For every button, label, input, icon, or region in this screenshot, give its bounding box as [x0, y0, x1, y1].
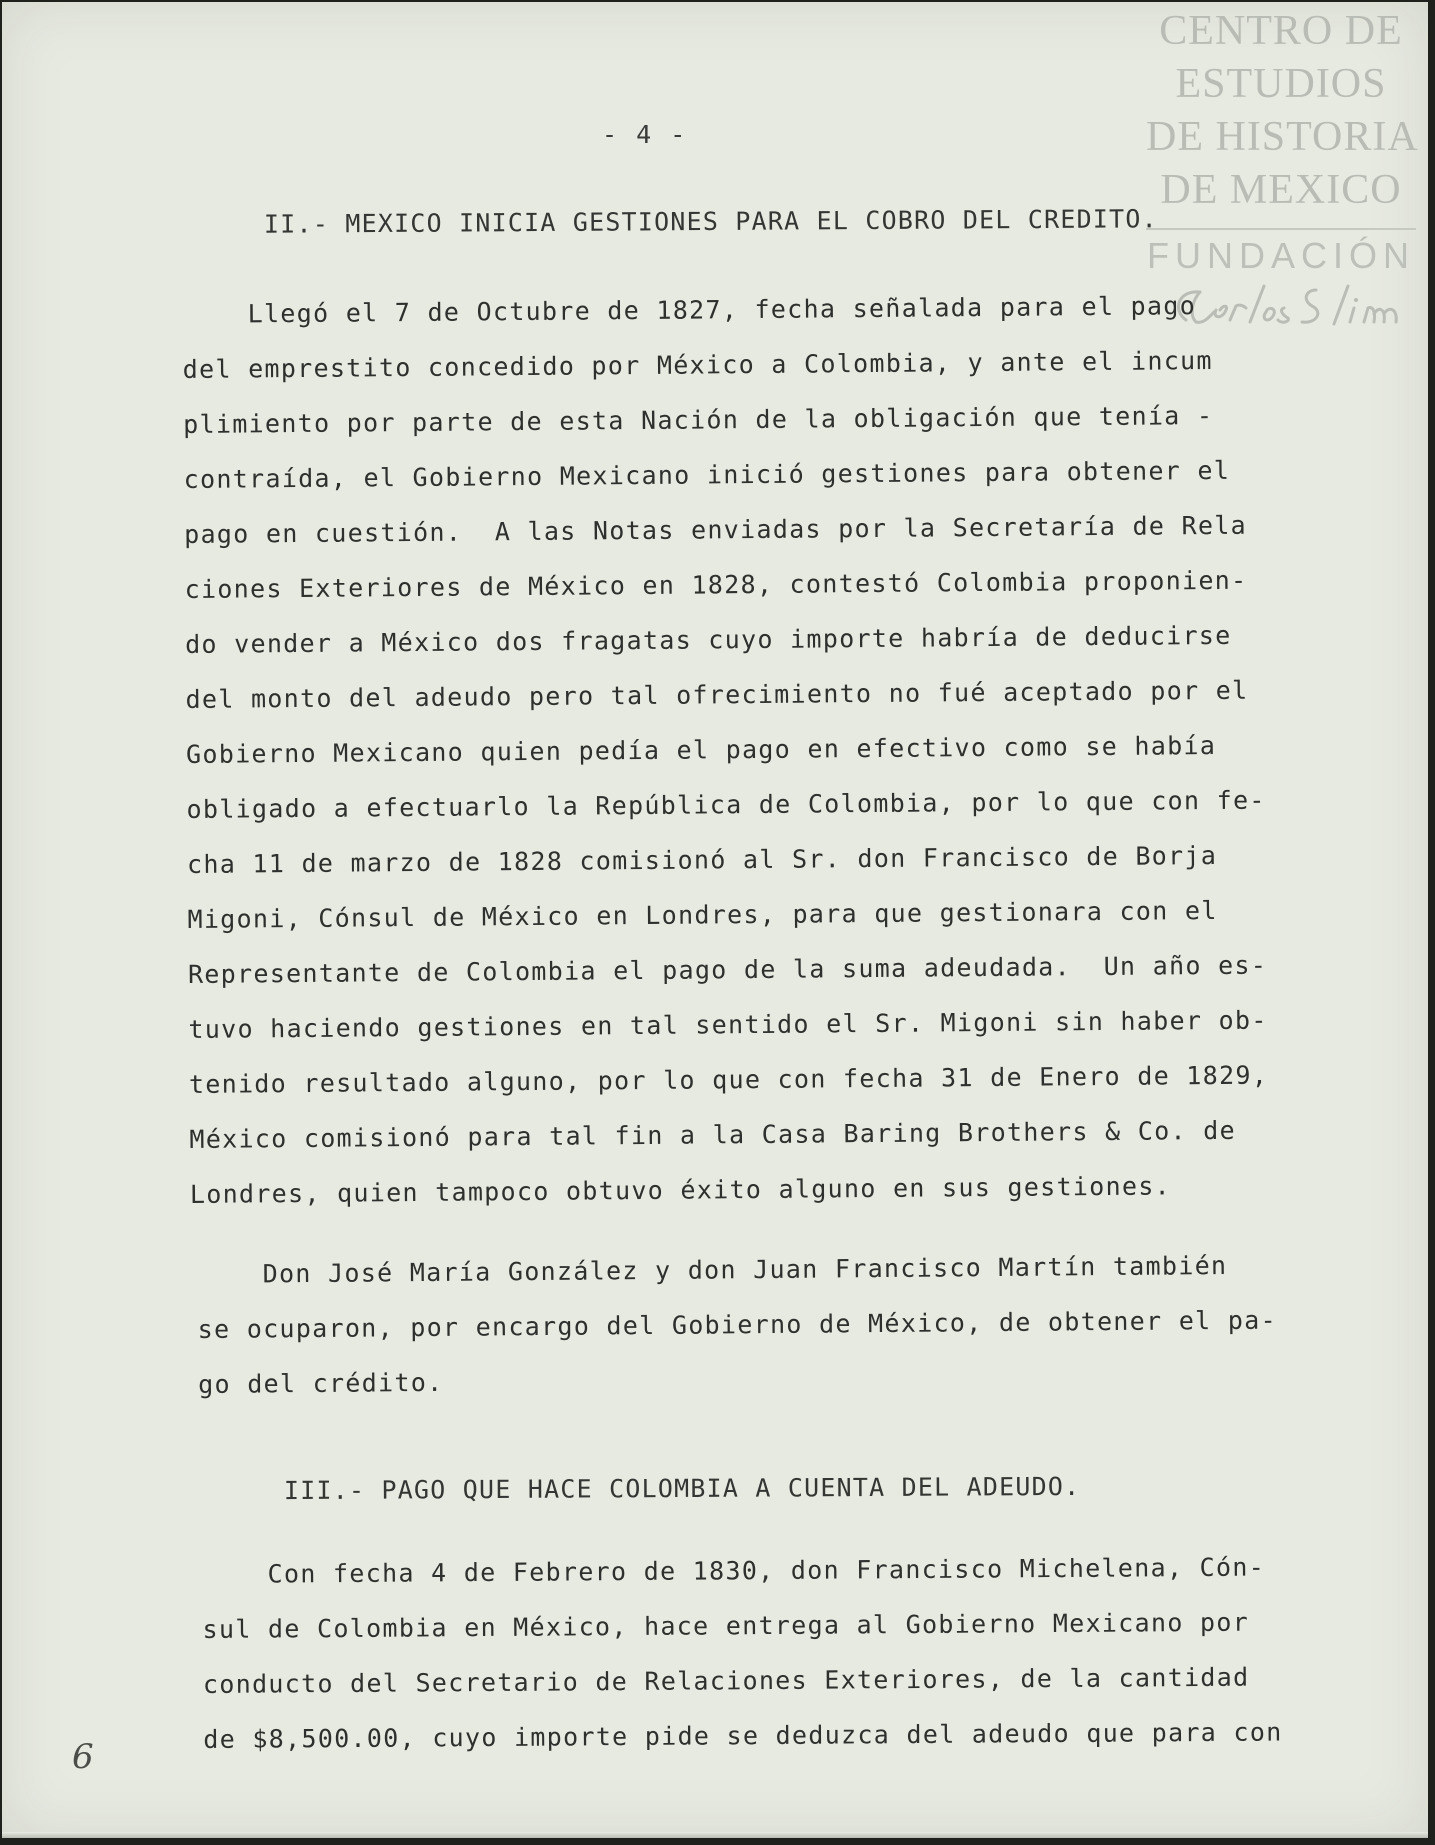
text-line: Migoni, Cónsul de México en Londres, para que gestionara con el: [187, 895, 1218, 934]
page-number: - 4 -: [602, 120, 688, 149]
watermark-line-3: DE HISTORIA: [1146, 114, 1419, 160]
text-line: go del crédito.: [198, 1367, 444, 1399]
text-line: do vender a México dos fragatas cuyo importe habría de deducirse: [184, 620, 1232, 659]
text-line: Llegó el 7 de Octubre de 1827, fecha señalada para el pago: [182, 291, 1197, 329]
section-ii-paragraph-1: [182, 278, 1269, 1222]
text-line: cha 11 de marzo de 1828 comisionó al Sr. don Francisco de Borja: [186, 840, 1218, 879]
watermark-foundation: FUNDACIÓN: [1147, 235, 1415, 276]
text-line: obligado a efectuarlo la República de Colombia, por lo que con fe-: [186, 785, 1266, 824]
text-line: contraída, el Gobierno Mexicano inició gestiones para obtener el: [183, 455, 1231, 494]
section-ii-paragraph-2: [197, 1238, 1278, 1412]
text-line: conducto del Secretario de Relaciones Exteriores, de la cantidad: [202, 1662, 1250, 1699]
text-line: Don José María González y don Juan Francisco Martín también: [197, 1251, 1228, 1289]
text-line: del emprestito concedido por México a Colombia, y ante el incum: [182, 346, 1213, 384]
text-line: sul de Colombia en México, hace entrega al Gobierno Mexicano por: [202, 1607, 1250, 1644]
watermark-divider: [1146, 228, 1416, 230]
text-line: ciones Exteriores de México en 1828, contestó Colombia proponien-: [184, 565, 1248, 604]
text-line: Representante de Colombia el pago de la suma adeudada. Un año es-: [187, 950, 1268, 989]
watermark-line-2: ESTUDIOS: [1175, 61, 1387, 107]
text-line: de $8,500.00, cuyo importe pide se deduzca del adeudo que para con: [203, 1717, 1283, 1754]
watermark-line-4: DE MEXICO: [1160, 167, 1402, 213]
text-line: plimiento por parte de esta Nación de la obligación que tenía -: [183, 401, 1214, 439]
text-line: México comisionó para tal fin a la Casa Baring Brothers & Co. de: [189, 1115, 1237, 1154]
text-line: del monto del adeudo pero tal ofrecimiento no fué aceptado por el: [185, 675, 1249, 714]
text-line: Con fecha 4 de Febrero de 1830, don Francisco Michelena, Cón-: [202, 1552, 1266, 1589]
text-line: Londres, quien tampoco obtuvo éxito alguno en sus gestiones.: [189, 1171, 1172, 1209]
text-line: Gobierno Mexicano quien pedía el pago en efectivo como se había: [185, 730, 1217, 769]
handwritten-margin-note: 6: [72, 1737, 94, 1777]
text-line: tenido resultado alguno, por lo que con fecha 31 de Enero de 1829,: [188, 1060, 1269, 1099]
text-line: pago en cuestión. A las Notas enviadas por la Secretaría de Rela: [184, 510, 1248, 549]
watermark-line-1: CENTRO DE: [1159, 8, 1403, 54]
section-iii-paragraph-1: [202, 1539, 1283, 1767]
text-line: se ocuparon, por encargo del Gobierno de México, de obtener el pa-: [197, 1305, 1277, 1344]
section-heading-ii: II.- MEXICO INICIA GESTIONES PARA EL COBRO DEL CREDITO.: [263, 204, 1158, 239]
document-page: [2, 2, 1428, 1838]
text-line: tuvo haciendo gestiones en tal sentido el Sr. Migoni sin haber ob-: [188, 1005, 1268, 1044]
section-heading-iii: III.- PAGO QUE HACE COLOMBIA A CUENTA DEL ADEUDO.: [283, 1471, 1081, 1506]
